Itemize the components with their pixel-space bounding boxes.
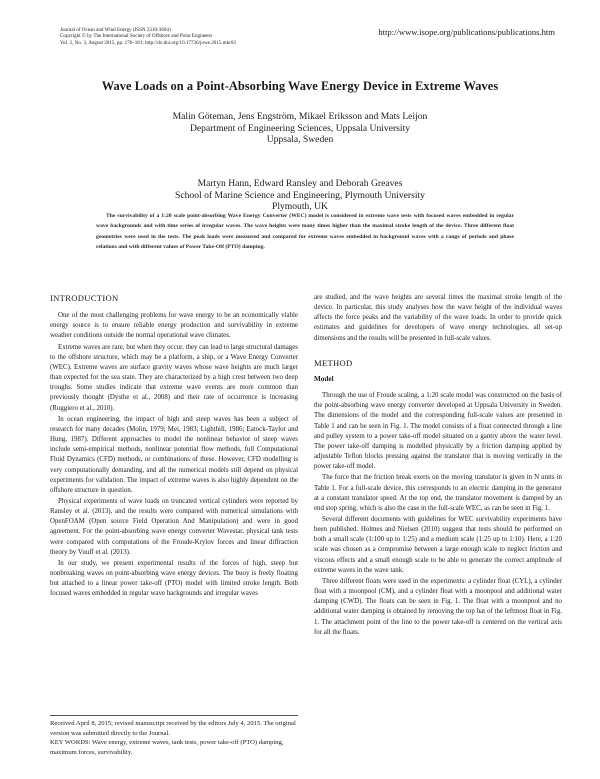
journal-info — [60, 27, 236, 46]
paragraph: One of the most challenging problems for wave energy to be an economically viable energy source is to ensure reliable energy production and survivability in extreme weather conditions outside the normal operational wave climates. — [50, 312, 298, 340]
authors: Malin Göteman, Jens Engström, Mikael Eriksson and Mats Leijon — [172, 111, 428, 122]
department: Department of Engineering Sciences, Uppsala University — [189, 122, 411, 134]
footnote — [50, 715, 298, 757]
authors: Martyn Hann, Edward Ransley and Deborah Greaves — [197, 178, 403, 189]
publisher-url[interactable]: http://www.isope.org/publications/publications.htm — [378, 27, 555, 37]
right-column — [314, 293, 562, 638]
journal-line: Journal of Ocean and Wind Energy (ISSN 2310-3604) — [60, 27, 171, 33]
paragraph: In our study, we present experimental results of the forces of high, steep but nonbreaking waves on point-absorbing wave energy devices. The buoy is freely floating but attached to a linear power take-off (PTO) model with limited stroke length. Both focused waves embedded in regular wave backgrounds and irregular waves — [50, 559, 298, 598]
abstract: The survivability of a 1:20 scale point-absorbing Wave Energy Converter (WEC) model is considered in extreme wave tests with focused waves embedded in regular wave backgrounds and with time series of irregular waves. The wave heights were many times higher than the maximal stroke length of the device. Three different float geometries were used in the tests. The peak loads were measured and compared for extreme waves embedded in background waves with a range of periods and phase relations and with different values of Power Take-Off (PTO) damping. — [96, 213, 514, 250]
section-heading: METHOD — [314, 357, 353, 368]
paragraph: Several different documents with guidelines for WEC survivability experiments have been published. Holmes and Nielsen (2010) suggest that tests should be performed on both a small scale (1:100 up to 1:25) and a medium scale (1:25 up to 1:10). Here, a 1:20 scale was chosen as a compromise between a large enough scale to neglect friction and viscous effects and a small enough scale to be able to generate the correct amplitude of extreme waves in the wave tank. — [314, 515, 562, 574]
journal-line: Copyright © by The International Society of Offshore and Polar Engineers — [60, 33, 213, 40]
paragraph: are studied, and the wave heights are several times the maximal stroke length of the device. In particular, this study analyses how the wave height of the individual waves affects the force peaks and the variability of the wave loads. In order to provide quick estimates and guidelines for developers of wave energy technologies, all set-up dimensions and the results will be presented in full-scale values. — [314, 294, 562, 342]
journal-line: Vol. 2, No. 3, August 2015, pp. 176–181; http://dx.doi.org/10.17736/jowe.2015.mkr03 — [60, 39, 236, 46]
keywords: KEY WORDS: Wave energy, extreme waves, tank tests, power take-off (PTO) damping, maximum forces, survivability. — [50, 739, 284, 756]
affiliation-block — [0, 178, 600, 213]
paragraph: Physical experiments of wave loads on truncated vertical cylinders were reported by Ransley et al. (2013), and the results were compared with numerical simulations with OpenFOAM (Open source Field Operation And Manipulation) and were in good agreement. For the point-absorbing wave energy converter Wavestar, physical tank tests were compared with computations of the Froude-Krylov forces and linear diffraction theory by Vuuff et al. (2013). — [50, 497, 298, 556]
section-heading: INTRODUCTION — [50, 293, 119, 303]
paper-title: Wave Loads on a Point-Absorbing Wave Energy Device in Extreme Waves — [101, 79, 499, 93]
department: School of Marine Science and Engineering, Plymouth University — [175, 189, 425, 201]
subsection-heading: Model — [314, 374, 334, 383]
paragraph: Through the use of Froude scaling, a 1:20 scale model was constructed on the basis of the point-absorbing wave energy converter developed at Uppsala University in Sweden. The dimensions of the model and the corresponding full-scale values are presented in Table 1 and can be seen in Fig. 1. The model consists of a float connected through a line and pulley system to a power take-off model situated on a gantry above the water level. The power take-off damping is modelled physically by a friction damping applied by adjustable Teflon blocks pressing against the translator that is moving vertically in the power take-off model. — [314, 392, 562, 471]
paragraph: The force that the friction break exerts on the moving translator is given in N units in Table 1. For a full-scale device, this corresponds to an electric damping in the generator at a constant translator speed. At the top end, the translator movement is damped by an end stop spring, which is also the case in the full-scale WEC, as can be seen in Fig. 1. — [314, 474, 562, 512]
affiliation-block — [0, 111, 600, 146]
paragraph: In ocean engineering, the impact of high and steep waves has been a subject of research for many decades (Molin, 1979; Mei, 1983; Lighthill, 1986; Eatock-Taylor and Hung, 1987). Different approaches to model the nonlinear behavior of steep waves include semi-empirical methods, nonlinear potential flow methods, full Computational Fluid Dynamics (CFD) methods, or combinations of these. However, CFD modelling is very computationally demanding, and all the numerical models still depend on physical experiments for validation. The impact of extreme waves is also highly dependent on the offshore structure in question. — [50, 415, 298, 494]
paragraph: Extreme waves are rare, but when they occur, they can lead to large structural damages to the offshore structure, which may be a platform, a ship, or a Wave Energy Converter (WEC). Extreme waves are surface gravity waves whose wave heights are much larger than expected for the sea state. They are characterized by a high crest between two deep troughs. Some studies indicate that extreme wave events are more common than previously thought (Dysthe et al., 2008) and their rate of occurrence is increasing (Ruggiero et al., 2010). — [50, 343, 298, 412]
location: Uppsala, Sweden — [266, 134, 334, 146]
paragraph: Three different floats were used in the experiments: a cylinder float (CYL), a cylinder float with a moonpool (CM), and a cylinder float with a moonpool and additional water damping (CWD). The floats can be seen in Fig. 1. The float with a moonpool and no additional water damping is obtained by removing the top hat of the leftmost float in Fig. 1. The attachment point of the line to the power take-off is centered on the vertical axis for all the floats. — [314, 577, 562, 636]
received-note: Received April 8, 2015; revised manuscript received by the editors July 4, 2015. The original version was submitted directly to the Journal. — [50, 720, 296, 737]
location: Plymouth, UK — [272, 201, 328, 213]
left-column — [50, 293, 298, 600]
